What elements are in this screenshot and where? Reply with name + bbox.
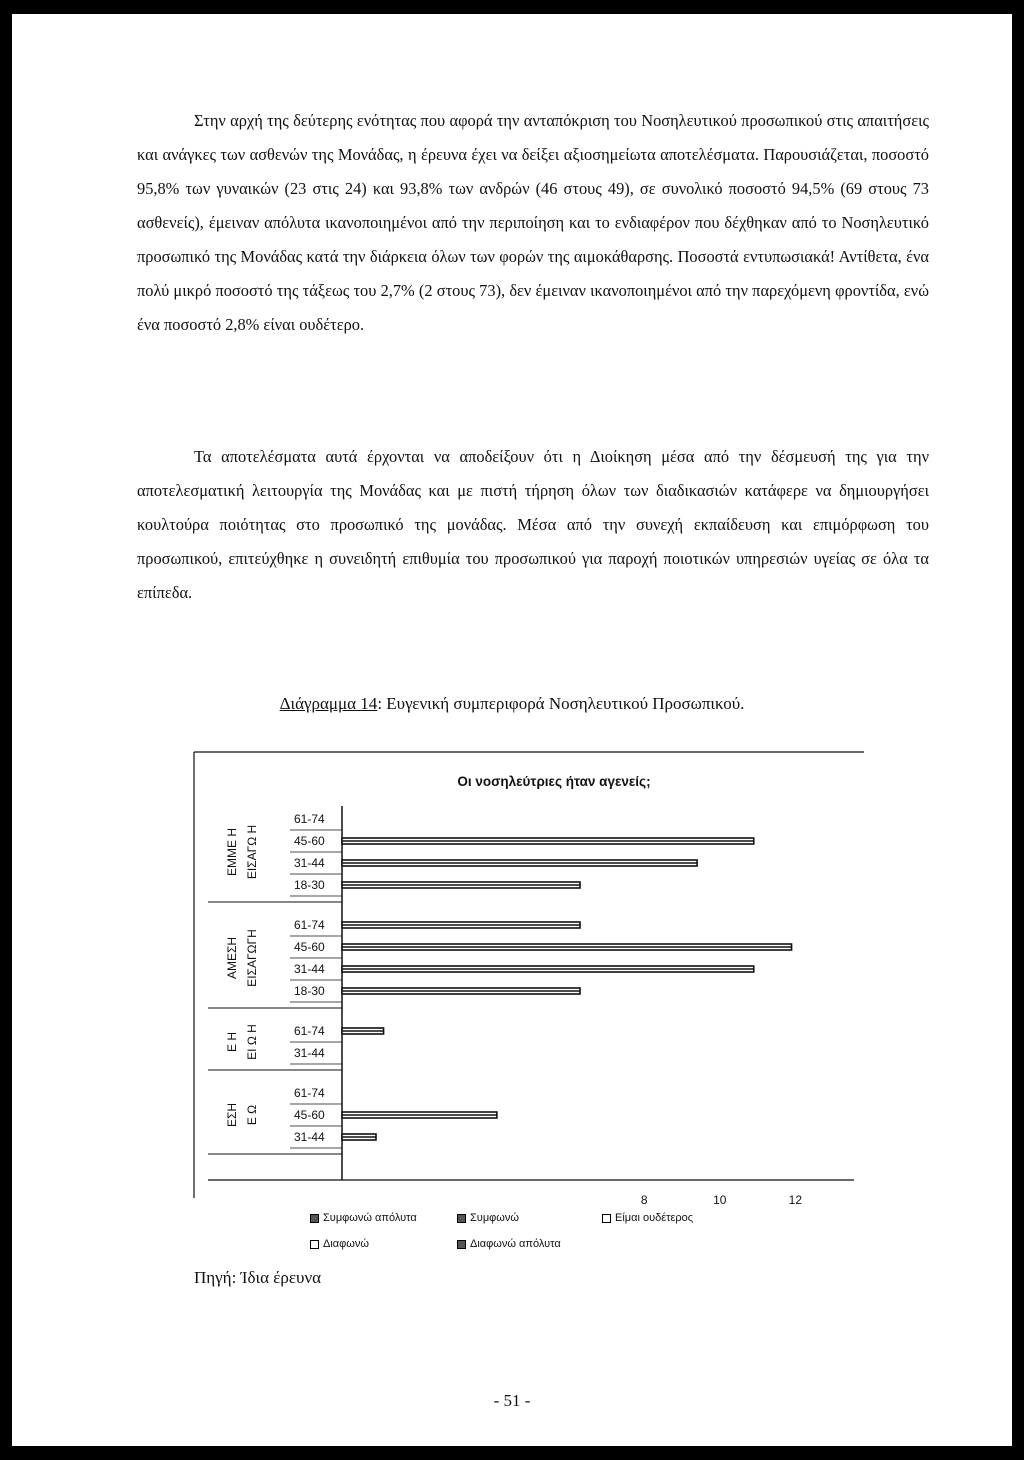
figure-caption [12,694,1012,714]
category-label: 61-74 [294,812,325,826]
source-note: Πηγή: Ίδια έρευνα [194,1268,322,1287]
legend-item-4 [310,1238,369,1250]
legend-item-5 [457,1238,561,1250]
groups-layer [208,812,342,1154]
category-label: 31-44 [294,1130,325,1144]
legend-swatch [457,1240,466,1249]
category-label: 31-44 [294,1046,325,1060]
bar-chart [194,736,854,1207]
legend-item-2 [457,1212,519,1224]
category-label: 45-60 [294,1108,325,1122]
group-1 [208,812,342,902]
group-label-4-2: Ε Ω [245,1104,259,1126]
category-label: 31-44 [294,856,325,870]
legend-swatch [310,1240,319,1249]
document-page [12,14,1012,1446]
group-label-1-1: ΕΜΜΕ Η [225,828,239,876]
chart-svg [194,736,854,1207]
legend-label: Συμφωνώ [470,1212,519,1224]
figure-caption-label: Διάγραμμα 14 [279,694,378,713]
x-tick-labels [641,1193,802,1207]
bars-layer [342,819,792,1140]
chart-legend [292,1208,727,1262]
category-label: 18-30 [294,984,325,998]
page-number: - 51 - [493,1391,531,1410]
group-label-4-1: ΕΣΗ [225,1102,239,1128]
group-4 [208,1086,342,1154]
group-label-3-1: Ε Η [225,1031,239,1053]
group-label-3-2: ΕΙ Ω Η [245,1024,259,1060]
legend-swatch [602,1214,611,1223]
figure-caption-text: : Ευγενική συμπεριφορά Νοσηλευτικού Προσωπικού. [377,694,745,713]
group-label-2-2: ΕΙΣΑΓΩΓΗ [245,929,259,987]
category-label: 45-60 [294,940,325,954]
legend-swatch [310,1214,319,1223]
legend-item-3 [602,1212,693,1224]
x-tick-10: 10 [713,1193,727,1207]
group-3 [208,1024,342,1070]
group-2 [208,918,342,1008]
category-label: 45-60 [294,834,325,848]
paragraph-2: Τα αποτελέσματα αυτά έρχονται να αποδείξουν ότι η Διοίκηση μέσα από την δέσμευσή της για την αποτελεσματική λειτουργία της Μονάδας και με πιστή τήρηση όλων των διαδικασιών κατάφερε να δημιουργήσει κουλτούρα ποιότητας στο προσωπικό της μονάδας. Μέσα από την συνεχή εκπαίδευση και επιμόρφωση του προσωπικού, επιτεύχθηκε η συνειδητή επιθυμία του προσωπικού για παροχή ποιοτικών υπηρεσιών υγείας σε όλα τα επίπεδα. [137,447,929,602]
paragraph-1: Στην αρχή της δεύτερης ενότητας που αφορά την ανταπόκριση του Νοσηλευτικού προσωπικού στις απαιτήσεις και ανάγκες των ασθενών της Μονάδας, η έρευνα έχει να δείξει αξιοσημείωτα αποτελέσματα. Παρουσιάζεται, ποσοστό 95,8% των γυναικών (23 στις 24) και 93,8% των ανδρών (46 στους 49), σε συνολικό ποσοστό 94,5% (69 στους 73 ασθενείς), έμειναν απόλυτα ικανοποιημένοι από την περιποίηση και το ενδιαφέρον που δέχθηκαν από το Νοσηλευτικό προσωπικό της Μονάδας κατά την διάρκεια όλων των φορών της αιμοκάθαρσης. Ποσοστά εντυπωσιακά! Αντίθετα, ένα πολύ μικρό ποσοστό της τάξεως του 2,7% (2 στους 73), δεν έμειναν ικανοποιημένοι από την παρεχόμενη φροντίδα, ενώ ένα ποσοστό 2,8% είναι ουδέτερο. [137,111,929,334]
group-label-2-1: ΑΜΕΣΗ [225,936,239,980]
group-label-1-2: ΕΙΣΑΓΩ Η [245,824,259,880]
legend-swatch [457,1214,466,1223]
category-label: 61-74 [294,1086,325,1100]
legend-label: Διαφωνώ [323,1238,369,1250]
category-label: 18-30 [294,878,325,892]
legend-label: Διαφωνώ απόλυτα [470,1238,561,1250]
category-label: 31-44 [294,962,325,976]
chart-title: Οι νοσηλεύτριες ήταν αγενείς; [457,774,651,789]
legend-item-1 [310,1212,417,1224]
legend-label: Συμφωνώ απόλυτα [323,1212,417,1224]
category-label: 61-74 [294,918,325,932]
x-tick-8: 8 [640,1193,648,1207]
legend-label: Είμαι ουδέτερος [615,1212,694,1224]
category-label: 61-74 [294,1024,325,1038]
x-tick-12: 12 [788,1193,803,1207]
